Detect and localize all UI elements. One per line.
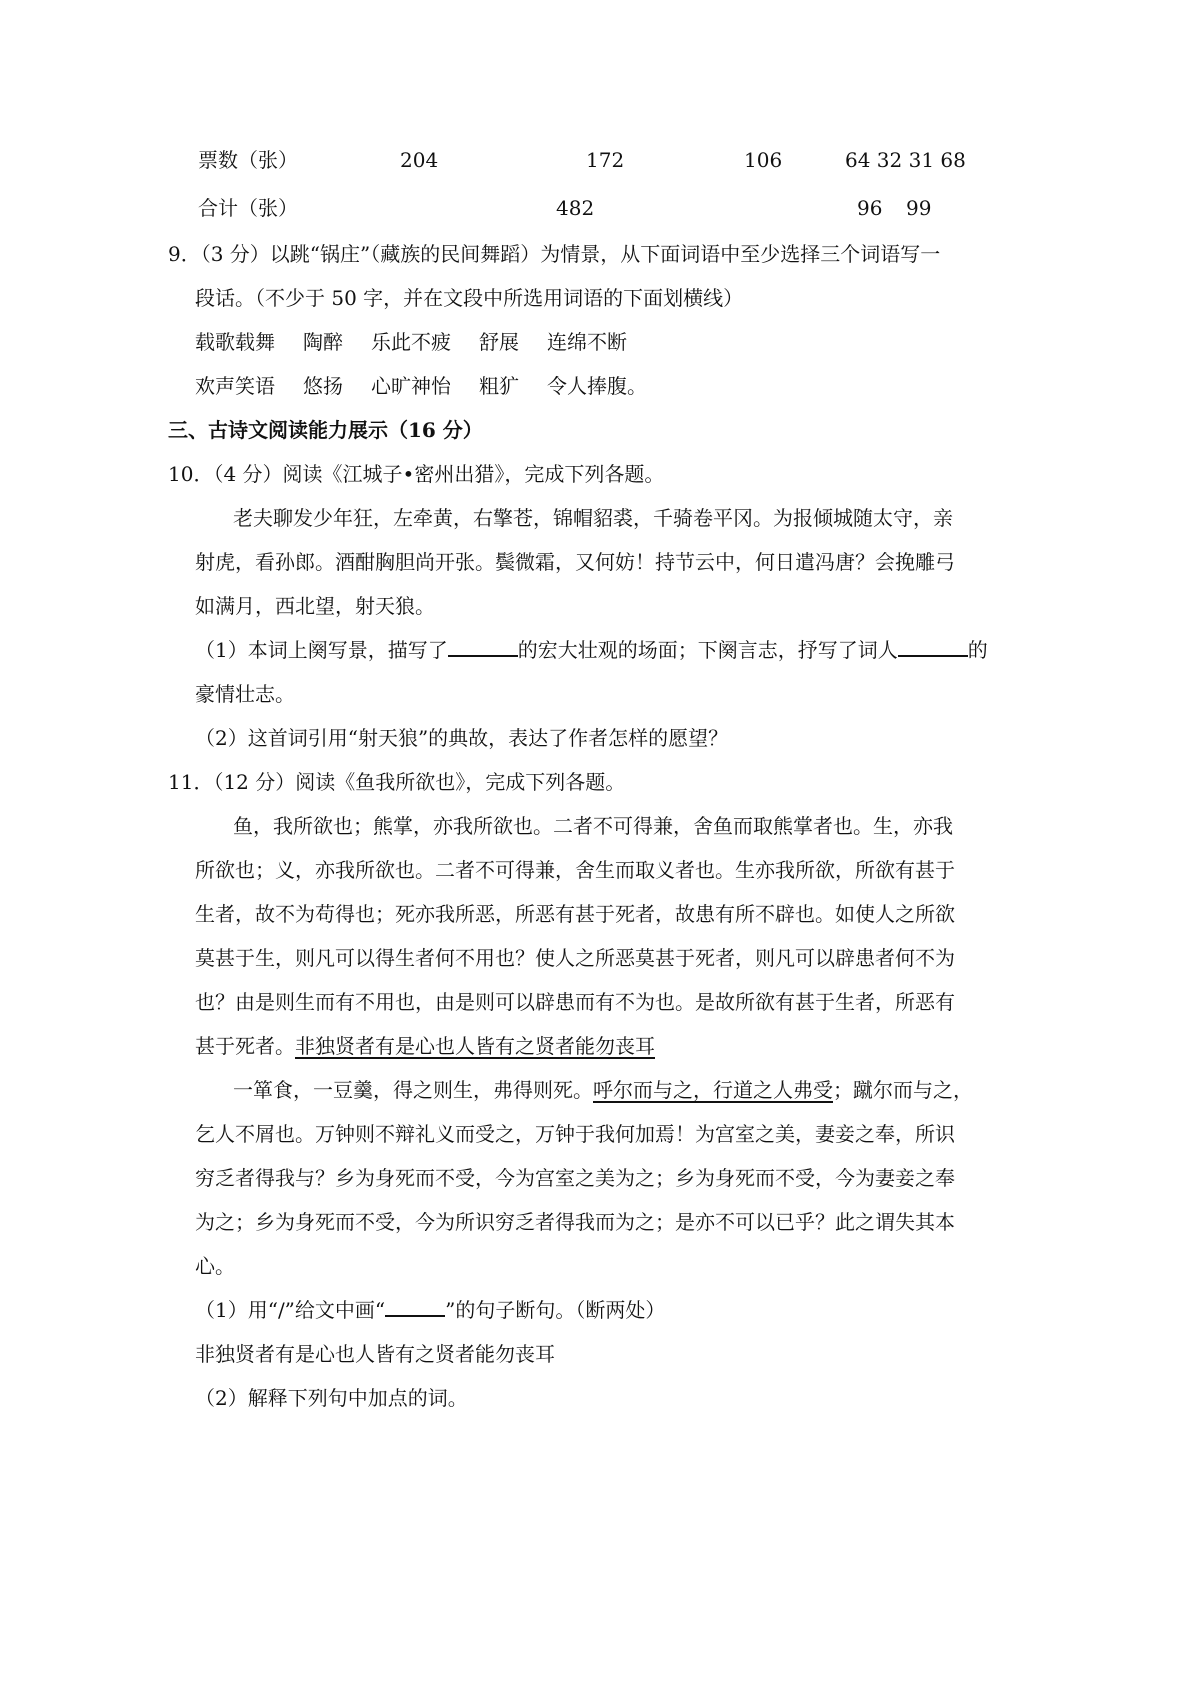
word: 陶醉	[303, 330, 343, 354]
q11-sub1-text-a: （1）用“/”给文中画“	[195, 1298, 386, 1322]
q10-sub1-cont: 豪情壮志。	[195, 682, 295, 706]
q11-p1-line-5: 也？由是则生而有不用也，由是则可以辟患而有不为也。是故所欲有甚于生者，所恶有	[195, 990, 955, 1014]
underline-mark	[385, 1297, 445, 1317]
q9-line-2: 段话。（不少于 50 字，并在文段中所选用词语的下面划横线）	[195, 286, 744, 310]
q10-poem-line-2: 射虎，看孙郎。酒酣胸胆尚开张。鬓微霜，又何妨！持节云中，何日遣冯唐？会挽雕弓	[195, 550, 955, 574]
word: 悠扬	[303, 374, 343, 398]
word: 舒展	[479, 330, 519, 354]
q11-p2-line-1	[233, 1076, 973, 1104]
q11-p2-line-2: 乞人不屑也。万钟则不辩礼义而受之，万钟于我何加焉！为宫室之美，妻妾之奉，所识	[195, 1122, 955, 1146]
q10-sub1	[195, 636, 988, 664]
q11-p2-text-b: ；蹴尔而与之，	[833, 1078, 973, 1102]
q11-p1-line-1: 鱼，我所欲也；熊掌，亦我所欲也。二者不可得兼，舍鱼而取熊掌者也。生，亦我	[233, 814, 953, 838]
q11-sub1-text-b: ”的句子断句。（断两处）	[445, 1298, 666, 1322]
word: 心旷神怡	[371, 374, 451, 398]
q11-p1-line-4: 莫甚于生，则凡可以得生者何不用也？使人之所恶莫甚于死者，则凡可以辟患者何不为	[195, 946, 955, 970]
underlined-sentence: 呼尔而与之，行道之人弗受	[593, 1078, 833, 1102]
section-heading: 三、古诗文阅读能力展示（16 分）	[168, 418, 483, 442]
q11-p2-line-3: 穷乏者得我与？乡为身死而不受，今为宫室之美为之；乡为身死而不受，今为妻妾之奉	[195, 1166, 955, 1190]
underlined-sentence: 非独贤者有是心也人皆有之贤者能勿丧耳	[295, 1034, 655, 1058]
q11-sub2: （2）解释下列句中加点的词。	[195, 1386, 468, 1410]
table-cell-total-3: 99	[906, 196, 932, 220]
table-cell-total-2: 96	[857, 196, 883, 220]
answer-blank[interactable]	[898, 637, 968, 657]
q11-sub1	[195, 1296, 665, 1324]
answer-blank[interactable]	[448, 637, 518, 657]
q11-p2-line-4: 为之；乡为身死而不受，今为所识穷乏者得我而为之；是亦不可以已乎？此之谓失其本	[195, 1210, 955, 1234]
q11-p1-text: 甚于死者。	[195, 1034, 295, 1058]
q9-word-list-1	[195, 328, 627, 356]
q10-sub2: （2）这首词引用“射天狼”的典故，表达了作者怎样的愿望？	[195, 726, 729, 750]
q10-title: 10．（4 分）阅读《江城子•密州出猎》，完成下列各题。	[168, 462, 665, 486]
word: 乐此不疲	[371, 330, 451, 354]
table-row-total-label: 合计（张）	[198, 196, 298, 220]
q11-title: 11．（12 分）阅读《鱼我所欲也》，完成下列各题。	[168, 770, 626, 794]
q10-poem-line-3: 如满月，西北望，射天狼。	[195, 594, 435, 618]
word: 连绵不断	[547, 330, 627, 354]
q10-sub1-text-a: （1）本词上阕写景，描写了	[195, 638, 448, 662]
q11-p1-line-6	[195, 1032, 655, 1060]
table-cell-votes-1: 204	[400, 148, 439, 172]
word: 令人捧腹。	[547, 374, 647, 398]
word: 载歌载舞	[195, 330, 275, 354]
q10-poem-line-1: 老夫聊发少年狂，左牵黄，右擎苍，锦帽貂裘，千骑卷平冈。为报倾城随太守，亲	[233, 506, 953, 530]
q10-sub1-text-c: 的	[967, 638, 988, 662]
q9-word-list-2	[195, 372, 647, 400]
q11-p2-line-5: 心。	[195, 1254, 235, 1278]
table-cell-votes-2: 172	[586, 148, 625, 172]
q10-sub1-text-b: 的宏大壮观的场面；下阕言志，抒写了词人	[517, 638, 898, 662]
word: 粗犷	[479, 374, 519, 398]
table-cell-total-1: 482	[556, 196, 595, 220]
q11-p2-text-a: 一箪食，一豆羹，得之则生，弗得则死。	[233, 1078, 593, 1102]
table-cell-votes-4: 64 32 31 68	[845, 148, 966, 172]
q11-sub1-sentence: 非独贤者有是心也人皆有之贤者能勿丧耳	[195, 1342, 555, 1366]
q9-line-1: 9．（3 分）以跳“锅庄”（藏族的民间舞蹈）为情景，从下面词语中至少选择三个词语写一	[168, 242, 941, 266]
q11-p1-line-3: 生者，故不为苟得也；死亦我所恶，所恶有甚于死者，故患有所不辟也。如使人之所欲	[195, 902, 955, 926]
table-cell-votes-3: 106	[744, 148, 783, 172]
q11-p1-line-2: 所欲也；义，亦我所欲也。二者不可得兼，舍生而取义者也。生亦我所欲，所欲有甚于	[195, 858, 955, 882]
table-row-votes-label: 票数（张）	[198, 148, 298, 172]
word: 欢声笑语	[195, 374, 275, 398]
